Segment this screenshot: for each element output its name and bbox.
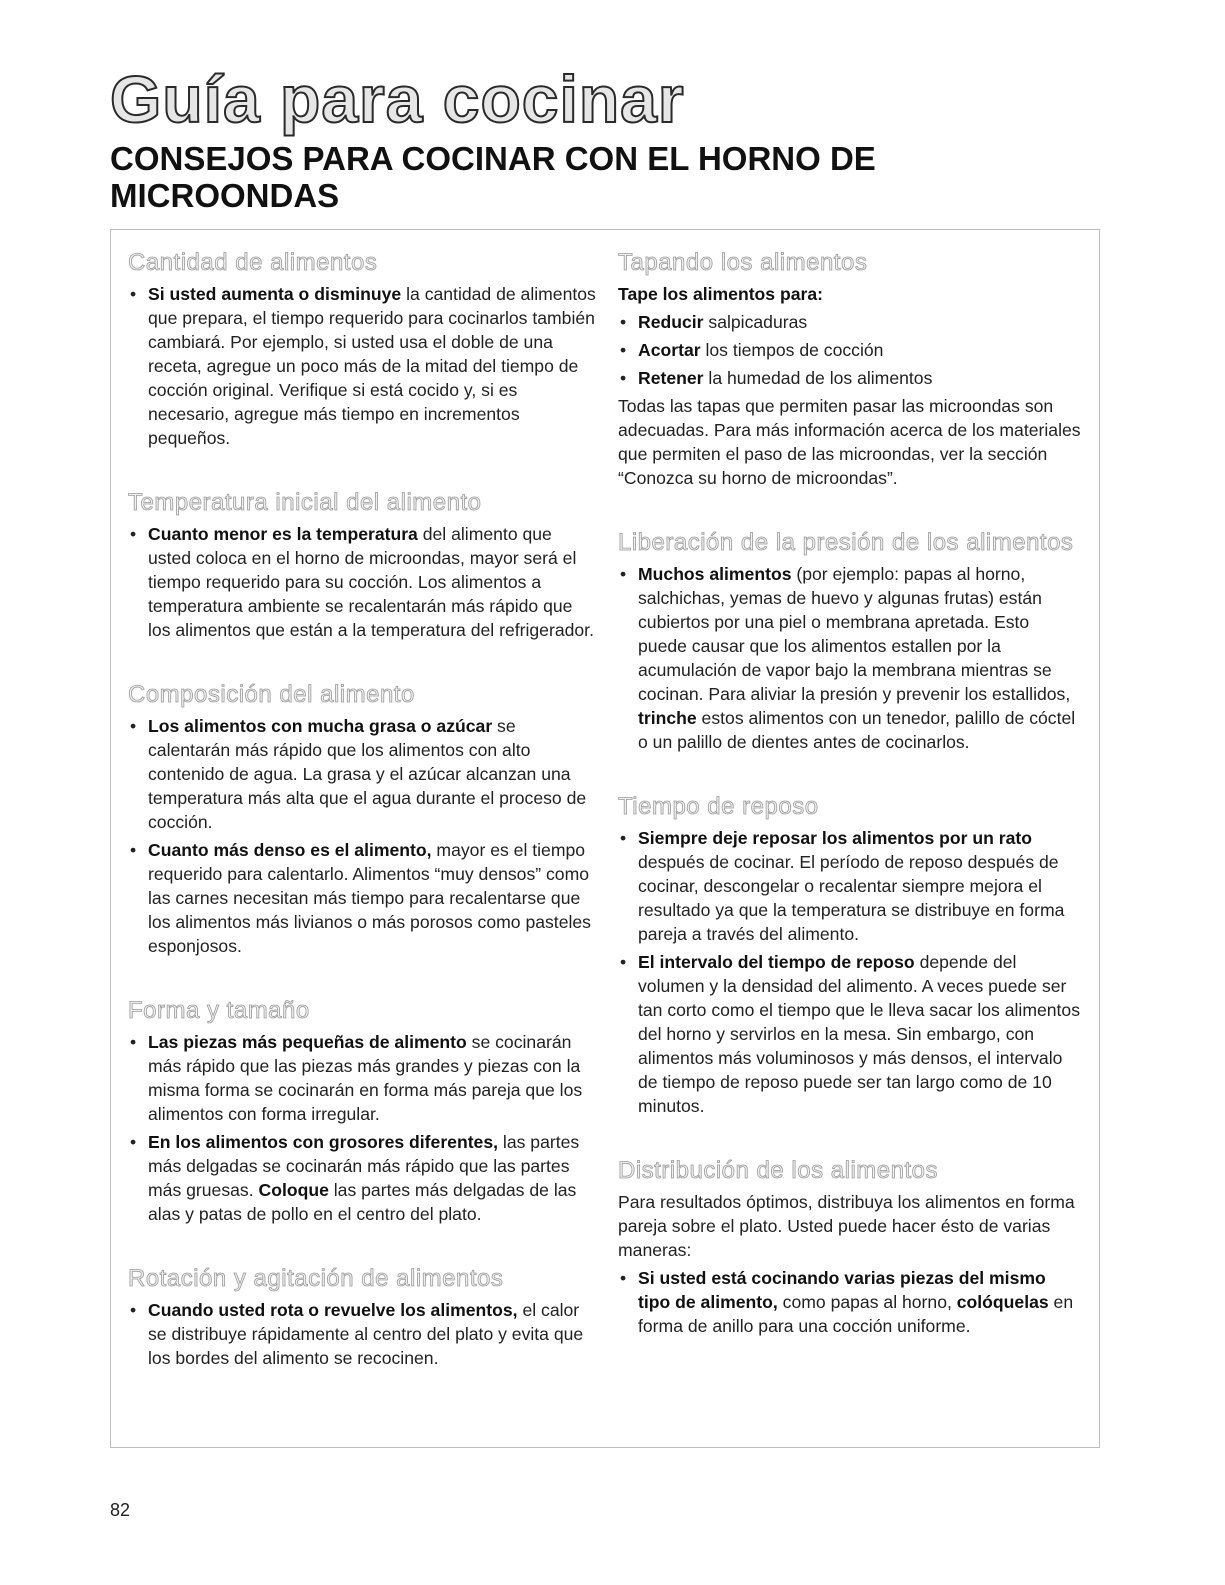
item-text: mayor es el tiempo requerido para calentarlo. Alimentos “muy densos” como las carnes necesitan más tiempo para recalentarse que los alimentos más livianos o más porosos como pasteles esponjosos. [148,840,591,956]
bullet-icon: • [620,312,627,332]
list-item [618,338,1081,362]
section-heading: Composición del alimento [128,681,415,708]
item-text: se cocinarán más rápido que las piezas más grandes y piezas con la misma forma se cocinarán en forma más pareja que los alimentos con forma irregular. [148,1032,583,1124]
section-tapando [618,248,1081,490]
bold-phrase: Cuanto más denso es el alimento, [148,840,432,860]
list-item [128,1030,598,1126]
item-text: las partes más delgadas se cocinarán más rápido que las partes más gruesas. [148,1132,580,1200]
item-text: salpicaduras [703,312,808,332]
bullet-icon: • [130,840,137,860]
bullet-icon: • [620,340,627,360]
bold-phrase: Las piezas más pequeñas de alimento [148,1032,467,1052]
paragraph: Todas las tapas que permiten pasar las microondas son adecuadas. Para más información acerca de los materiales que permiten el paso de las microondas, ver la sección “Conozca su horno de microondas”. [618,396,1081,488]
bold-phrase: Siempre deje reposar los alimentos por un rato [638,828,1033,848]
bullet-icon: • [130,1032,137,1052]
section-rotacion [128,1264,598,1370]
list-item [128,522,598,642]
bold-phrase: Coloque [258,1180,329,1200]
paragraph: Para resultados óptimos, distribuya los alimentos en forma pareja sobre el plato. Usted puede hacer ésto de varias maneras: [618,1192,1075,1260]
item-text: del alimento que usted coloca en el horno de microondas, mayor será el tiempo requerido para su cocción. Los alimentos a temperatura ambiente se recalentarán más rápido que los alimentos que están a la temperatura del refrigerador. [148,524,594,640]
left-column [128,248,598,1408]
item-text: como papas al horno, [777,1292,957,1312]
section-distribucion [618,1156,1081,1338]
page-title: Guía para cocinar [110,62,685,136]
list-item [128,1298,598,1370]
section-temperatura [128,488,598,642]
section-cantidad [128,248,598,450]
bold-phrase: Reducir [638,312,704,332]
bullet-icon: • [130,284,137,304]
list-item [128,838,598,958]
bold-phrase: Acortar [638,340,701,360]
item-text: el calor se distribuye rápidamente al centro del plato y evita que los bordes del alimento se recocinen. [148,1300,584,1368]
list-item [128,1130,598,1226]
bold-phrase: Retener [638,368,704,388]
item-text: (por ejemplo: papas al horno, salchichas, yemas de huevo y algunas frutas) están cubiertos por una piel o membrana apretada. Esto puede causar que los alimentos estallen por la acumulación de vapor bajo la membrana mientras se cocinan. Para aliviar la presión y prevenir los estallidos, [638,564,1071,704]
section-heading: Tapando los alimentos [618,249,868,276]
item-text: se calentarán más rápido que los alimentos con alto contenido de agua. La grasa y el azúcar alcanzan una temperatura más alta que el agua durante el proceso de cocción. [148,716,587,832]
item-text: la cantidad de alimentos que prepara, el tiempo requerido para cocinarlos también cambiará. Por ejemplo, si usted usa el doble de una receta, agregue un poco más de la mitad del tiempo de cocción original. Verifique si está cocido y, si es necesario, agregue más tiempo en incrementos pequeños. [148,284,596,448]
bold-phrase: El intervalo del tiempo de reposo [638,952,915,972]
list-item [128,282,598,450]
bold-phrase: Si usted está cocinando varias piezas del mismo tipo de alimento, [638,1268,1046,1312]
item-text: depende del volumen y la densidad del alimento. A veces puede ser tan corto como el tiempo que le lleva sacar los alimentos del horno y servirlos en la mesa. Sin embargo, con alimentos más voluminosos y más densos, el intervalo de tiempo de reposo puede ser tan largo como de 10 minutos. [638,952,1081,1116]
section-reposo [618,792,1081,1118]
list-item [618,950,1081,1118]
bullet-icon: • [620,368,627,388]
section-heading: Liberación de la presión de los alimentos [618,529,1074,556]
item-text: estos alimentos con un tenedor, palillo de cóctel o un palillo de dientes antes de cocinarlos. [638,708,1076,752]
section-forma [128,996,598,1226]
item-text: la humedad de los alimentos [703,368,933,388]
section-heading: Temperatura inicial del alimento [128,489,482,516]
list-item [618,826,1081,946]
page-subtitle: CONSEJOS PARA COCINAR CON EL HORNO DE MICROONDAS [110,140,876,214]
list-item [618,1266,1081,1338]
bullet-icon: • [620,564,627,584]
bold-phrase: Muchos alimentos [638,564,792,584]
section-heading: Tiempo de reposo [618,793,819,820]
list-item [618,310,1081,334]
bullet-icon: • [620,952,627,972]
bold-phrase: Cuando usted rota o revuelve los alimentos, [148,1300,518,1320]
section-heading: Rotación y agitación de alimentos [128,1265,504,1292]
bullet-icon: • [620,1268,627,1288]
item-text: las partes más delgadas de las alas y patas de pollo en el centro del plato. [148,1180,577,1224]
bullet-icon: • [130,1132,137,1152]
bullet-icon: • [130,524,137,544]
item-text: los tiempos de cocción [700,340,884,360]
list-item [128,714,598,834]
section-liberacion [618,528,1081,754]
list-item [618,562,1081,754]
section-heading: Cantidad de alimentos [128,249,378,276]
page-number: 82 [110,1500,131,1520]
bullet-icon: • [620,828,627,848]
list-item [618,366,1081,390]
bold-phrase: Los alimentos con mucha grasa o azúcar [148,716,493,736]
bold-phrase: Cuanto menor es la temperatura [148,524,418,544]
bullet-icon: • [130,716,137,736]
section-composicion [128,680,598,958]
bold-phrase: En los alimentos con grosores diferentes, [148,1132,499,1152]
bold-phrase: trinche [638,708,697,728]
right-column [618,248,1081,1376]
item-text: en forma de anillo para una cocción uniforme. [638,1292,1074,1336]
bold-phrase: Si usted aumenta o disminuye [148,284,402,304]
intro-text: Tape los alimentos para: [618,284,823,304]
section-heading: Distribución de los alimentos [618,1157,938,1184]
section-heading: Forma y tamaño [128,997,310,1024]
bold-phrase: colóquelas [956,1292,1049,1312]
item-text: después de cocinar. El período de reposo después de cocinar, descongelar o recalentar siempre mejora el resultado ya que la temperatura se distribuye en forma pareja a través del alimento. [638,852,1065,944]
bullet-icon: • [130,1300,137,1320]
